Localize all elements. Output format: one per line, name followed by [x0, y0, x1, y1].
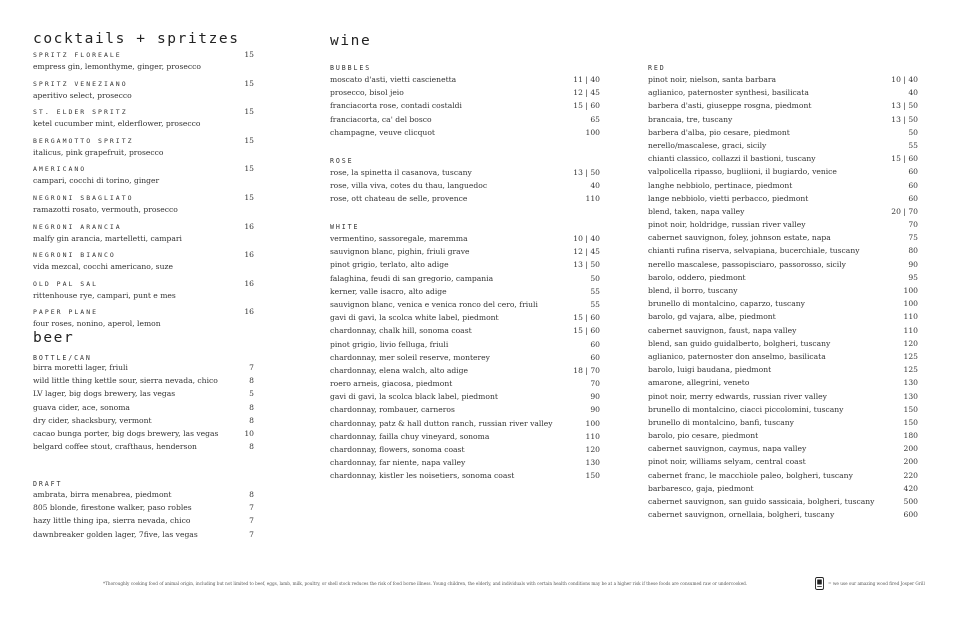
item-price: 125	[903, 351, 918, 361]
menu-item	[330, 232, 600, 245]
item-name: lange nebbiolo, vietti perbacco, piedmont	[648, 193, 809, 203]
menu-item	[330, 456, 600, 469]
cocktail-description: ketel cucumber mint, elderflower, prosecco	[33, 119, 201, 129]
menu-item	[33, 427, 254, 440]
menu-item	[648, 363, 918, 376]
item-price: 110	[585, 194, 600, 204]
item-price: 40	[908, 88, 918, 98]
item-price: 100	[585, 418, 600, 428]
item-name: moscato d'asti, vietti cascienetta	[330, 75, 457, 84]
menu-item	[648, 218, 918, 231]
item-name: gavi di gavi, la scolca black label, piedmont	[330, 392, 498, 402]
menu-item	[33, 387, 254, 400]
menu-item	[330, 377, 600, 390]
cocktail-item	[33, 137, 254, 164]
menu-item	[330, 443, 600, 456]
item-price: 60	[590, 352, 600, 362]
menu-item	[648, 455, 918, 468]
item-name: prosecco, bisol jeio	[330, 88, 404, 98]
item-price: 80	[908, 246, 918, 256]
item-name: cabernet sauvignon, caymus, napa valley	[648, 444, 807, 454]
item-name: chardonnay, far niente, napa valley	[330, 458, 466, 468]
item-name: pinot noir, holdridge, russian river valley	[648, 220, 806, 230]
item-name: LV lager, big dogs brewery, las vegas	[33, 389, 176, 399]
item-price: 110	[585, 431, 600, 441]
item-name: chardonnay, mer soleil reserve, monterey	[330, 352, 490, 362]
item-name: aglianico, paternoster synthesi, basilicata	[648, 88, 809, 98]
item-price: 95	[908, 272, 918, 282]
item-name: pinot noir, nielson, santa barbara	[648, 75, 777, 84]
item-name: franciacorta, ca' del bosco	[330, 114, 432, 124]
item-name: cacao bunga porter, big dogs brewery, las vegas	[33, 428, 219, 438]
grill-note: = we use our amazing wood fired Josper Grill	[828, 581, 925, 586]
cocktail-name: OLD PAL SAL	[33, 279, 99, 288]
item-name: sauvignon blanc, venica e venica ronco del cero, friuli	[330, 299, 538, 309]
item-name: guava cider, ace, sonoma	[33, 402, 130, 412]
item-name: roero arneis, giacosa, piedmont	[330, 379, 453, 389]
item-price: 60	[908, 193, 918, 203]
red-list	[648, 73, 918, 521]
item-name: amarone, allegrini, veneto	[648, 378, 750, 388]
menu-item	[648, 508, 918, 521]
item-name: pinot noir, merry edwards, russian river valley	[648, 391, 827, 401]
cocktail-item	[33, 51, 254, 78]
item-price: 220	[903, 470, 918, 480]
item-name: franciacorta rose, contadi costaldi	[330, 101, 462, 111]
item-price: 150	[585, 471, 600, 481]
item-price: 120	[585, 445, 600, 454]
item-name: barbaresco, gaja, piedmont	[648, 483, 754, 493]
item-name: cabernet sauvignon, ornellaia, bolgheri, tuscany	[648, 510, 835, 520]
cocktail-item	[33, 194, 254, 221]
item-name: barbera d'alba, pio cesare, piedmont	[648, 127, 790, 137]
menu-item	[648, 429, 918, 442]
menu-item	[330, 245, 600, 258]
menu-item	[33, 528, 254, 541]
item-name: brunello di montalcino, banfi, tuscany	[648, 417, 794, 427]
item-name: cabernet franc, le macchiole paleo, bolgheri, tuscany	[648, 470, 853, 480]
item-price: 55	[908, 140, 918, 150]
item-name: blend, san guido guidalberto, bolgheri, tuscany	[648, 338, 831, 348]
item-name: chianti classico, collazzi il bastioni, tuscany	[648, 154, 816, 164]
item-price: 65	[590, 114, 600, 124]
item-price: 15 | 60	[573, 101, 600, 111]
cocktail-price: 16	[244, 278, 254, 288]
item-name: vermentino, sassoregale, maremma	[330, 234, 468, 243]
item-price: 5	[249, 389, 254, 399]
item-name: pinot grigio, livio felluga, friuli	[330, 339, 449, 349]
menu-item	[648, 376, 918, 389]
item-name: gavi di gavi, la scolca white label, piedmont	[330, 313, 499, 323]
item-price: 7	[249, 529, 254, 539]
item-price: 55	[590, 286, 600, 296]
item-name: blend, il borro, tuscany	[648, 286, 738, 295]
menu-item	[33, 361, 254, 374]
item-name: birra moretti lager, friuli	[33, 363, 128, 372]
cocktail-item	[33, 165, 254, 192]
menu-item	[330, 311, 600, 324]
item-name: rose, villa viva, cotes du thau, languedoc	[330, 181, 488, 191]
menu-item	[33, 374, 254, 387]
beer-title: beer	[33, 330, 75, 346]
item-price: 10	[244, 428, 254, 438]
cocktail-description: rittenhouse rye, campari, punt e mes	[33, 290, 176, 300]
menu-item	[648, 403, 918, 416]
menu-item	[648, 337, 918, 350]
cocktail-item	[33, 223, 254, 250]
cocktail-item	[33, 280, 254, 307]
menu-item	[330, 73, 600, 86]
cocktail-name: SPRITZ VENEZIANO	[33, 79, 128, 88]
menu-item	[330, 364, 600, 377]
item-name: rose, la spinetta il casanova, tuscany	[330, 168, 472, 177]
menu-item	[648, 113, 918, 126]
menu-item	[648, 231, 918, 244]
item-price: 110	[903, 312, 918, 322]
bottle-can-heading: BOTTLE/CAN	[33, 354, 92, 362]
wine-title: wine	[330, 33, 372, 49]
bottle-list	[33, 361, 254, 453]
menu-item	[330, 403, 600, 416]
cocktail-name: NEGRONI BIANCO	[33, 251, 116, 260]
item-name: valpolicella ripasso, bugliioni, il bugiardo, venice	[648, 167, 837, 177]
item-price: 60	[590, 339, 600, 349]
menu-item	[648, 205, 918, 218]
cocktail-price: 16	[244, 221, 254, 231]
item-name: langhe nebbiolo, pertinace, piedmont	[648, 180, 793, 190]
menu-item	[330, 192, 600, 205]
red-heading: RED	[648, 64, 666, 72]
item-name: brunello di montalcino, caparzo, tuscany	[648, 299, 805, 309]
menu-item	[648, 310, 918, 323]
item-name: barbera d'asti, giuseppe rosgna, piedmont	[648, 101, 812, 111]
cocktail-price: 16	[244, 250, 254, 260]
item-price: 15 | 60	[891, 154, 918, 164]
cocktail-description: empress gin, lemonthyme, ginger, prosecco	[33, 62, 201, 71]
item-name: chardonnay, elena walch, alto adige	[330, 365, 468, 375]
menu-item	[330, 179, 600, 192]
draft-list	[33, 488, 254, 541]
item-price: 200	[903, 444, 918, 454]
item-name: chardonnay, patz & hall dutton ranch, russian river valley	[330, 418, 553, 428]
cocktail-description: ramazotti rosato, vermouth, prosecco	[33, 205, 178, 214]
menu-item	[648, 99, 918, 112]
menu-item	[648, 152, 918, 165]
item-price: 8	[249, 402, 254, 412]
item-name: chardonnay, flowers, sonoma coast	[330, 445, 465, 454]
menu-item	[330, 285, 600, 298]
menu-item	[648, 469, 918, 482]
item-price: 90	[908, 259, 918, 269]
cocktail-price: 15	[244, 135, 254, 145]
item-price: 8	[249, 490, 254, 499]
item-name: pinot noir, williams selyam, central coast	[648, 457, 806, 467]
menu-item	[648, 271, 918, 284]
item-price: 500	[903, 497, 918, 506]
item-price: 75	[908, 233, 918, 243]
menu-item	[330, 351, 600, 364]
item-price: 13 | 50	[573, 168, 600, 177]
menu-item	[648, 390, 918, 403]
item-name: chardonnay, chalk hill, sonoma coast	[330, 326, 472, 336]
item-price: 70	[908, 220, 918, 230]
menu-item	[648, 350, 918, 363]
cocktail-item	[33, 108, 254, 135]
item-name: falaghina, feudi di san gregorio, campania	[330, 273, 494, 283]
cocktail-name: NEGRONI SBAGLIATO	[33, 194, 134, 202]
item-price: 600	[903, 510, 918, 520]
item-name: ambrata, birra menabrea, piedmont	[33, 490, 172, 499]
cocktail-price: 16	[244, 307, 254, 317]
item-price: 7	[249, 363, 254, 372]
menu-item	[330, 430, 600, 443]
menu-item	[648, 442, 918, 455]
menu-item	[648, 192, 918, 205]
menu-item	[648, 73, 918, 86]
item-price: 90	[590, 405, 600, 415]
item-price: 8	[249, 442, 254, 452]
menu-item	[330, 258, 600, 271]
menu-item	[330, 390, 600, 403]
item-name: dry cider, shacksbury, vermont	[33, 415, 152, 425]
cocktail-description: vida mezcal, cocchi americano, suze	[33, 262, 173, 272]
item-price: 420	[903, 483, 918, 493]
cocktail-price: 15	[244, 107, 254, 117]
cocktail-name: PAPER PLANE	[33, 308, 99, 317]
menu-item	[648, 86, 918, 99]
cocktail-item	[33, 80, 254, 107]
menu-item	[33, 414, 254, 427]
item-name: sauvignon blanc, pighin, friuli grave	[330, 247, 470, 257]
item-price: 13 | 50	[891, 114, 918, 124]
menu-item	[330, 324, 600, 337]
item-price: 130	[903, 391, 918, 401]
item-price: 50	[590, 273, 600, 283]
cocktail-price: 15	[244, 78, 254, 88]
cocktails-title: cocktails + spritzes	[33, 31, 240, 47]
cocktail-description: malfy gin arancia, martelletti, campari	[33, 233, 182, 243]
item-price: 100	[903, 299, 918, 309]
rose-list	[330, 166, 600, 206]
menu-item	[330, 338, 600, 351]
item-name: dawnbreaker golden lager, 7five, las vegas	[33, 529, 198, 539]
item-name: cabernet sauvignon, faust, napa valley	[648, 325, 797, 335]
item-price: 120	[903, 338, 918, 348]
item-price: 60	[908, 167, 918, 177]
item-price: 200	[903, 457, 918, 467]
item-name: aglianico, paternoster don anselmo, basilicata	[648, 351, 826, 361]
cocktail-item	[33, 251, 254, 278]
rose-heading: ROSE	[330, 157, 354, 165]
item-price: 10 | 40	[573, 234, 600, 243]
item-name: chardonnay, kistler les noisetiers, sonoma coast	[330, 471, 515, 481]
item-price: 150	[903, 404, 918, 414]
item-name: rose, ott chateau de selle, provence	[330, 194, 468, 204]
menu-item	[33, 401, 254, 414]
menu-item	[330, 86, 600, 99]
menu-item	[330, 126, 600, 139]
menu-item	[648, 495, 918, 508]
menu-item	[648, 482, 918, 495]
item-name: chianti rufina riserva, selvapiana, bucerchiale, tuscany	[648, 246, 860, 256]
item-name: nerello mascalese, passopisciaro, passorosso, sicily	[648, 259, 846, 269]
cocktail-name: BERGAMOTTO SPRITZ	[33, 136, 134, 145]
menu-item	[330, 417, 600, 430]
item-name: kerner, valle isacro, alto adige	[330, 286, 447, 296]
menu-item	[330, 469, 600, 482]
menu-item	[648, 179, 918, 192]
item-name: cabernet sauvignon, san guido sassicaia, bolgheri, tuscany	[648, 497, 875, 506]
item-price: 50	[908, 127, 918, 137]
item-name: cabernet sauvignon, foley, johnson estate, napa	[648, 233, 831, 243]
item-name: barolo, gd vajara, albe, piedmont	[648, 312, 776, 322]
menu-item	[330, 99, 600, 112]
item-name: hazy little thing ipa, sierra nevada, chico	[33, 516, 191, 526]
cocktail-name: ST. ELDER SPRITZ	[33, 108, 128, 117]
item-price: 90	[590, 392, 600, 402]
item-name: 805 blonde, firestone walker, paso robles	[33, 503, 192, 513]
item-name: wild little thing kettle sour, sierra nevada, chico	[33, 376, 218, 386]
cocktail-name: AMERICANO	[33, 165, 87, 174]
item-name: barolo, luigi baudana, piedmont	[648, 365, 772, 375]
item-name: chardonnay, failla chuy vineyard, sonoma	[330, 431, 490, 441]
cocktail-description: italicus, pink grapefruit, prosecco	[33, 147, 164, 157]
item-name: nerello/mascalese, graci, sicily	[648, 140, 767, 150]
item-price: 130	[903, 378, 918, 388]
cocktail-name: NEGRONI ARANCIA	[33, 222, 122, 231]
cocktail-price: 15	[244, 193, 254, 202]
menu-item	[330, 298, 600, 311]
white-list	[330, 232, 600, 483]
menu-item	[330, 113, 600, 126]
item-name: blend, taken, napa valley	[648, 206, 745, 216]
menu-item	[33, 488, 254, 501]
menu-item	[648, 165, 918, 178]
menu-item	[33, 501, 254, 514]
item-price: 110	[903, 325, 918, 335]
item-price: 15 | 60	[573, 326, 600, 336]
item-price: 60	[908, 180, 918, 190]
menu-item	[648, 324, 918, 337]
item-name: barolo, pio cesare, piedmont	[648, 431, 759, 441]
menu-item	[648, 297, 918, 310]
item-price: 130	[585, 458, 600, 468]
item-price: 12 | 45	[573, 247, 600, 257]
item-price: 55	[590, 299, 600, 309]
menu-item	[330, 272, 600, 285]
menu-item	[648, 139, 918, 152]
menu-item	[648, 284, 918, 297]
item-price: 150	[903, 417, 918, 427]
item-name: chardonnay, rombauer, carneros	[330, 405, 455, 415]
item-price: 11 | 40	[573, 75, 600, 84]
item-price: 8	[249, 415, 254, 425]
menu-item	[33, 514, 254, 527]
cocktail-description: campari, cocchi di torino, ginger	[33, 176, 160, 186]
bubbles-list	[330, 73, 600, 139]
item-price: 7	[249, 516, 254, 526]
food-safety-disclaimer: *Thoroughly cooking food of animal origin, including but not limited to beef, eggs, lamb, milk, poultry, or shell stock reduces the risk of food borne illness. Young children, the elderly, and individuals with certain health conditions may be at a higher risk if these foods are consumed raw or undercooked.	[103, 581, 748, 586]
item-price: 100	[903, 286, 918, 295]
menu-item	[33, 440, 254, 453]
item-name: brunello di montalcino, ciacci piccolomini, tuscany	[648, 404, 844, 414]
cocktail-description: four roses, nonino, aperol, lemon	[33, 319, 161, 329]
item-name: brancaia, tre, tuscany	[648, 114, 733, 124]
item-price: 20 | 70	[891, 206, 918, 216]
menu-item	[330, 166, 600, 179]
item-price: 13 | 50	[891, 101, 918, 111]
draft-heading: DRAFT	[33, 480, 63, 488]
item-price: 15 | 60	[573, 313, 600, 323]
item-price: 180	[903, 431, 918, 441]
item-price: 40	[590, 181, 600, 191]
cocktail-price: 15	[244, 164, 254, 174]
item-name: champagne, veuve clicquot	[330, 127, 435, 137]
item-price: 13 | 50	[573, 260, 600, 270]
item-price: 7	[249, 503, 254, 513]
cocktail-description: aperitivo select, prosecco	[33, 90, 132, 100]
item-price: 125	[903, 365, 918, 375]
white-heading: WHITE	[330, 223, 360, 231]
josper-grill-icon	[815, 577, 824, 590]
cocktail-name: SPRITZ FLOREALE	[33, 51, 122, 59]
cocktail-price: 15	[244, 50, 254, 59]
menu-item	[648, 126, 918, 139]
item-price: 18 | 70	[573, 365, 600, 375]
item-name: belgard coffee stout, crafthaus, henderson	[33, 442, 197, 452]
item-price: 12 | 45	[573, 88, 600, 98]
menu-item	[648, 244, 918, 257]
menu-item	[648, 416, 918, 429]
item-price: 70	[590, 379, 600, 389]
item-price: 10 | 40	[891, 75, 918, 84]
item-name: pinot grigio, terlato, alto adige	[330, 260, 449, 270]
bubbles-heading: BUBBLES	[330, 64, 372, 72]
menu-item	[648, 258, 918, 271]
item-name: barolo, oddero, piedmont	[648, 272, 746, 282]
item-price: 100	[585, 127, 600, 137]
item-price: 8	[249, 376, 254, 386]
